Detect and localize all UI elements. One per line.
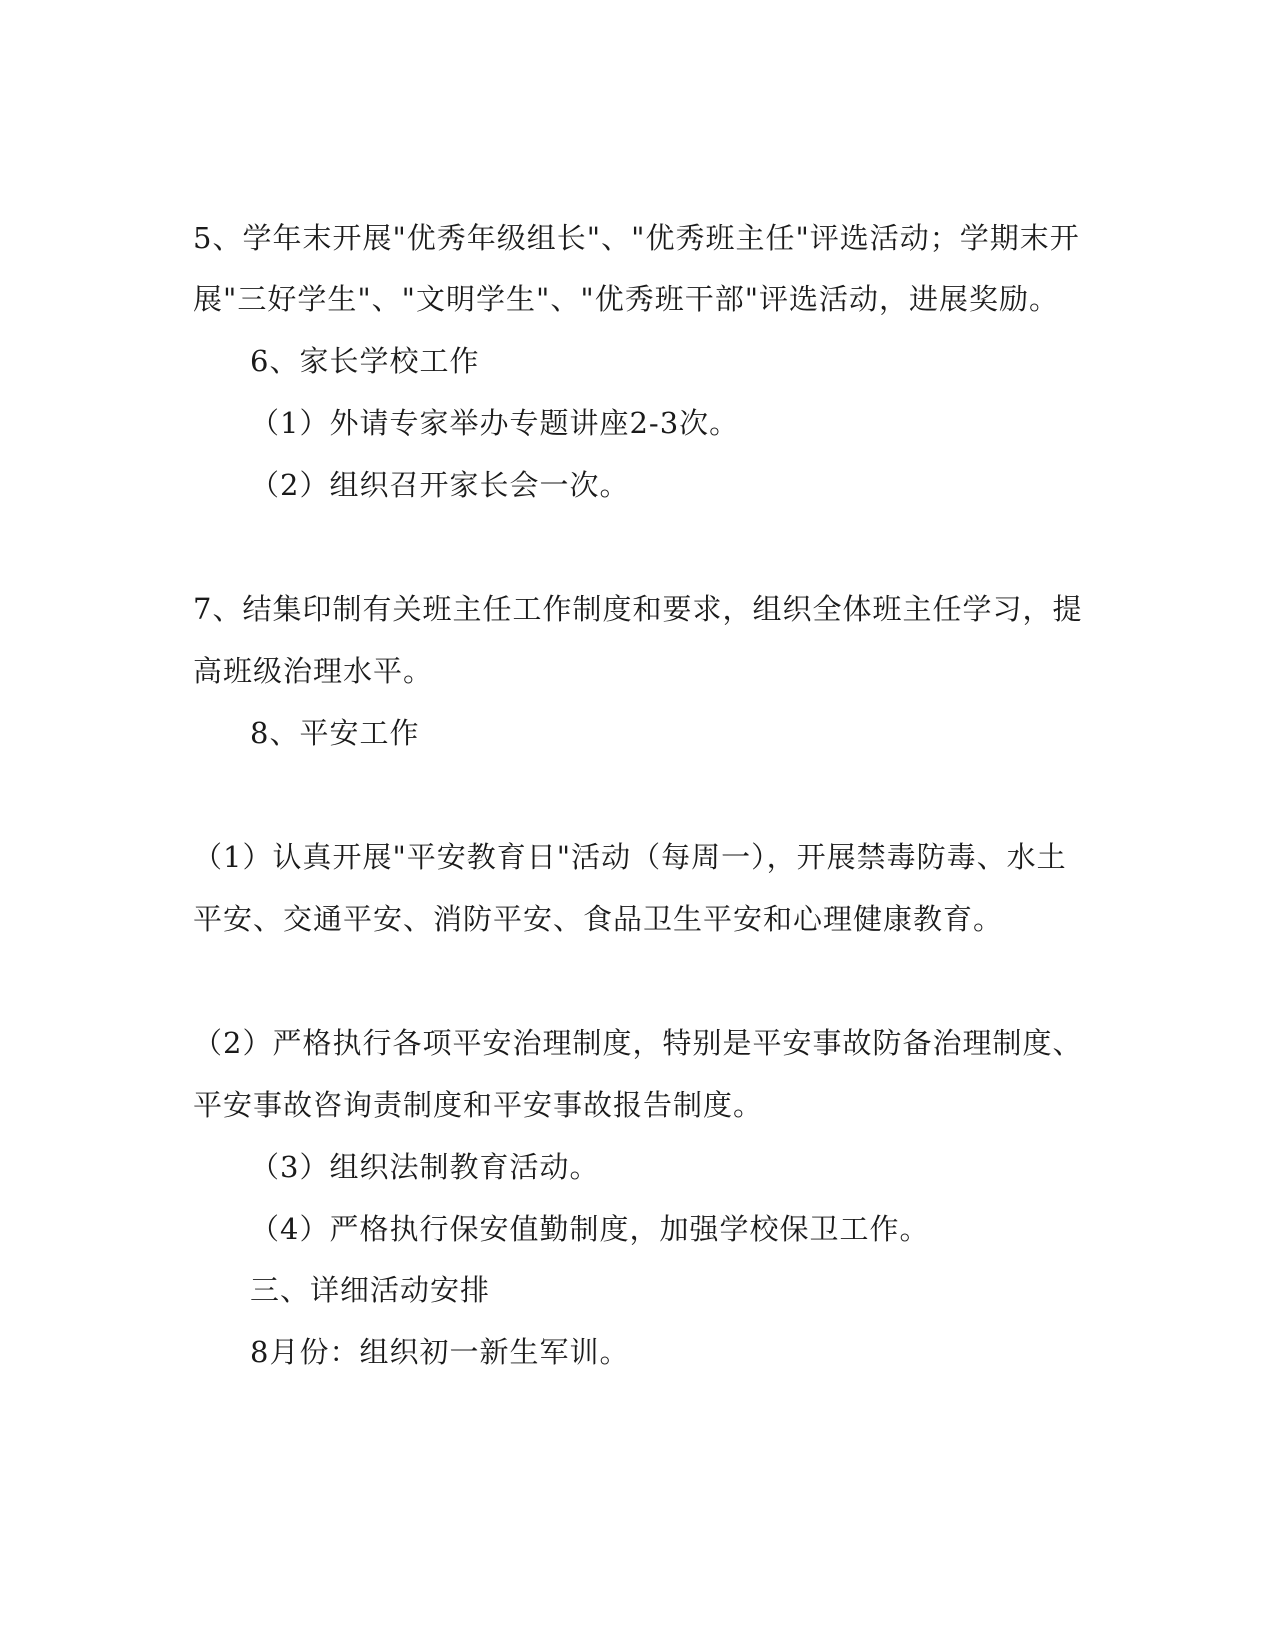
heading-parent-school: 6、家长学校工作: [250, 344, 480, 378]
heading-activity-schedule: 三、详细活动安排: [250, 1273, 491, 1307]
item-parent-1: （1）外请专家举办专题讲座2-3次。: [250, 406, 740, 440]
item-safety-2-line-1: （2）严格执行各项平安治理制度，特别是平安事故防备治理制度、: [193, 1026, 1083, 1060]
paragraph-7-line-2: 高班级治理水平。: [193, 654, 434, 688]
paragraph-5-line-2: 展"三好学生"、"文明学生"、"优秀班干部"评选活动，进展奖励。: [193, 282, 1060, 316]
heading-safety-work: 8、平安工作: [250, 716, 420, 750]
paragraph-5-line-1: 5、学年末开展"优秀年级组长"、"优秀班主任"评选活动；学期末开: [193, 221, 1080, 255]
item-safety-3: （3）组织法制教育活动。: [250, 1150, 600, 1184]
item-safety-4: （4）严格执行保安值勤制度，加强学校保卫工作。: [250, 1212, 930, 1246]
item-safety-1-line-1: （1）认真开展"平安教育日"活动（每周一），开展禁毒防毒、水土: [193, 840, 1067, 874]
schedule-august: 8月份：组织初一新生军训。: [250, 1335, 630, 1369]
item-safety-1-line-2: 平安、交通平安、消防平安、食品卫生平安和心理健康教育。: [193, 902, 1004, 936]
item-safety-2-line-2: 平安事故咨询责制度和平安事故报告制度。: [193, 1088, 764, 1122]
item-parent-2: （2）组织召开家长会一次。: [250, 468, 630, 502]
paragraph-7-line-1: 7、结集印制有关班主任工作制度和要求，组织全体班主任学习，提: [193, 592, 1083, 626]
